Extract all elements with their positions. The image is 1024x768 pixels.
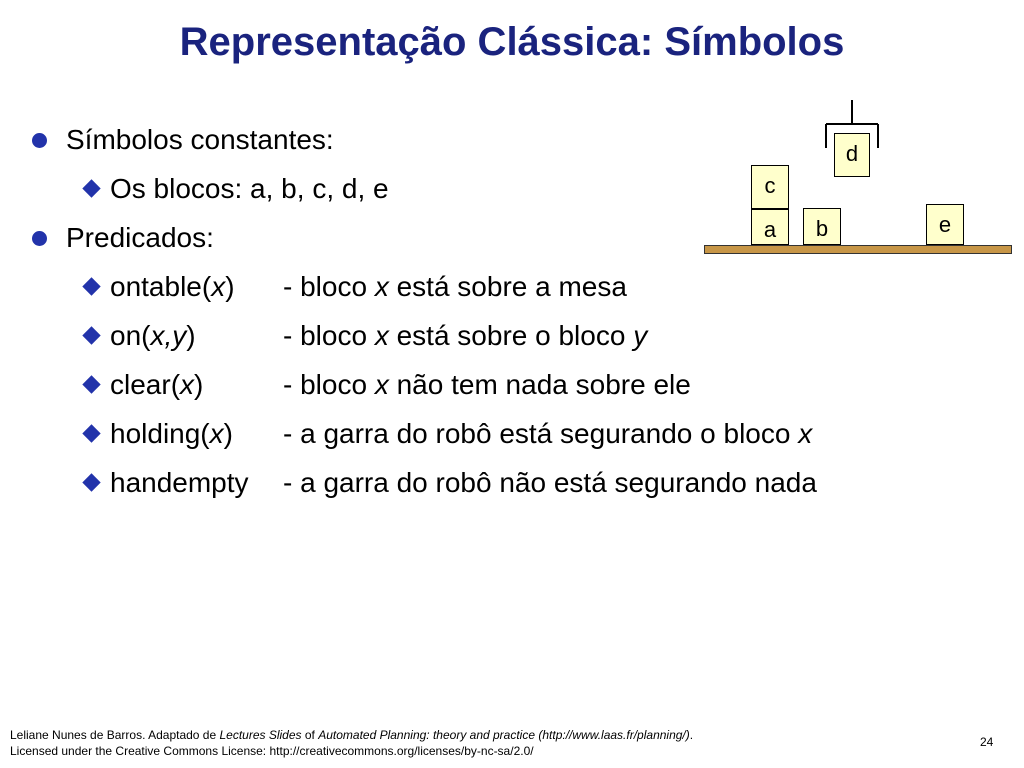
bullet-diamond-icon bbox=[82, 375, 100, 393]
page-number: 24 bbox=[980, 735, 994, 749]
slide-title: Representação Clássica: Símbolos bbox=[179, 20, 845, 64]
predicate-description: - bloco x não tem nada sobre ele bbox=[283, 369, 691, 400]
bullet-dot-icon bbox=[32, 133, 47, 148]
footer-line-1: Leliane Nunes de Barros. Adaptado de Lectures Slides of Automated Planning: theory and practice (http://www.laas.fr/planning/). bbox=[10, 728, 694, 742]
bullet-blocks: Os blocos: a, b, c, d, e bbox=[110, 173, 389, 204]
bullet-diamond-icon bbox=[82, 473, 100, 491]
bullet-diamond-icon bbox=[82, 326, 100, 344]
table-surface bbox=[704, 245, 1012, 254]
block-d: d bbox=[834, 133, 870, 177]
block-e: e bbox=[926, 204, 964, 245]
footer-credits bbox=[10, 727, 693, 759]
bullet-diamond-icon bbox=[82, 424, 100, 442]
block-a: a bbox=[751, 209, 789, 245]
block-c: c bbox=[751, 165, 789, 209]
block-b: b bbox=[803, 208, 841, 245]
predicate-description: - a garra do robô não está segurando nada bbox=[283, 467, 817, 498]
bullet-predicates: Predicados: bbox=[66, 222, 214, 253]
predicate-description: - bloco x está sobre a mesa bbox=[283, 271, 627, 302]
bullet-diamond-icon bbox=[82, 179, 100, 197]
bullet-constants: Símbolos constantes: bbox=[66, 124, 334, 155]
predicate-name: handempty bbox=[110, 467, 249, 498]
predicate-name: ontable(x) bbox=[110, 271, 235, 302]
bullet-diamond-icon bbox=[82, 277, 100, 295]
predicate-name: on(x,y) bbox=[110, 320, 196, 351]
predicate-description: - a garra do robô está segurando o bloco x bbox=[283, 418, 813, 449]
predicate-name: clear(x) bbox=[110, 369, 204, 400]
predicate-name: holding(x) bbox=[110, 418, 233, 449]
bullet-dot-icon bbox=[32, 231, 47, 246]
predicate-description: - bloco x está sobre o bloco y bbox=[283, 320, 648, 351]
footer-line-2: Licensed under the Creative Commons License: http://creativecommons.org/licenses/by-nc-sa/2.0/ bbox=[10, 744, 534, 758]
